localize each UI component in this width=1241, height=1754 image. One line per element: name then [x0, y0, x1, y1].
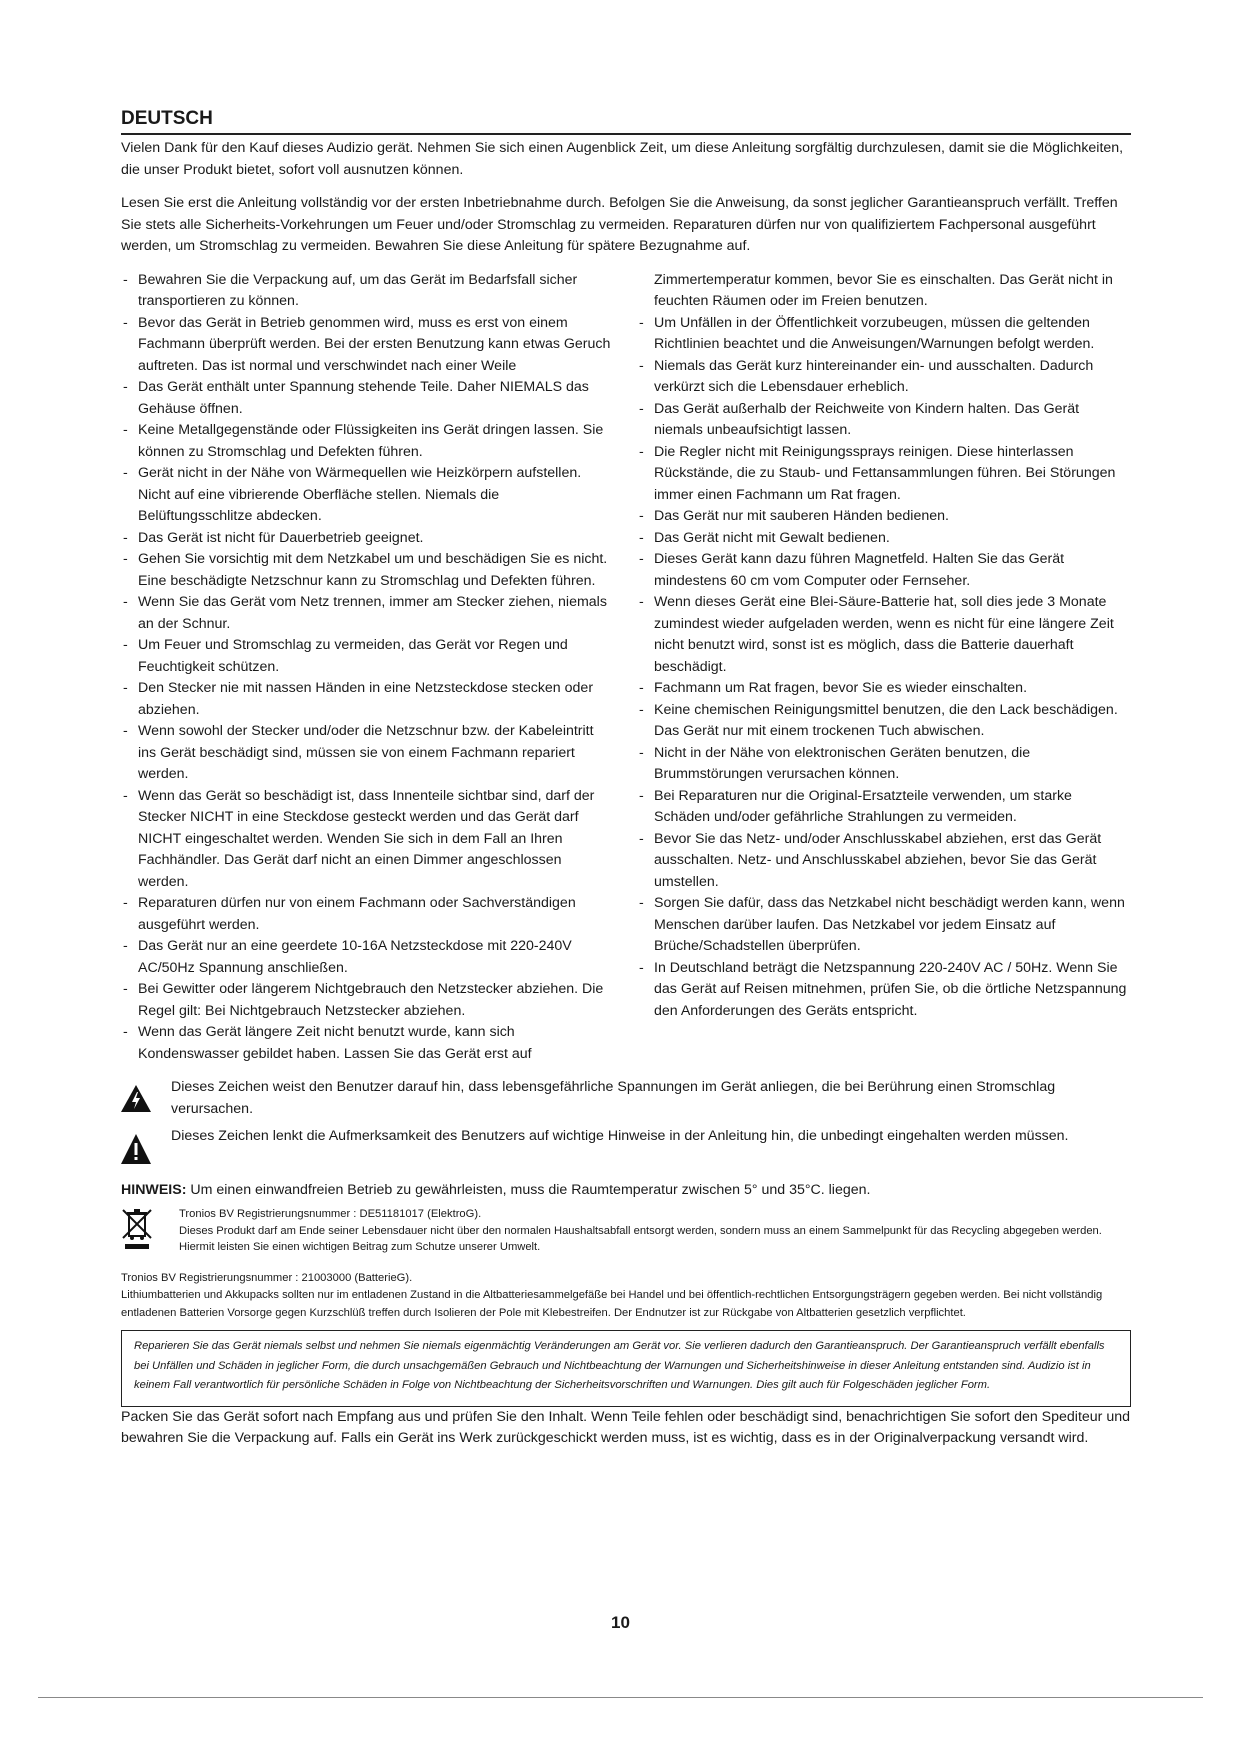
right-safety-list	[637, 270, 1131, 1023]
list-item: - Fachmann um Rat fragen, bevor Sie es wieder einschalten.	[637, 678, 1131, 700]
list-item: - Die Regler nicht mit Reinigungssprays reinigen. Diese hinterlassen Rückstände, die zu Staub- und Fettansammlungen führen. Bei Störungen immer einen Fachmann um Rat fragen.	[637, 442, 1131, 507]
list-item: - Das Gerät außerhalb der Reichweite von Kindern halten. Das Gerät niemals unbeaufsichtigt lassen.	[637, 399, 1131, 442]
left-column	[121, 270, 615, 1066]
footer-divider	[38, 1697, 1203, 1698]
list-item: - Bei Reparaturen nur die Original-Ersatzteile verwenden, um starke Schäden und/oder gefährliche Strahlungen zu vermeiden.	[637, 786, 1131, 829]
page-number: 10	[611, 1613, 630, 1632]
list-item: - Nicht in der Nähe von elektronischen Geräten benutzen, die Brummstörungen verursachen können.	[637, 743, 1131, 786]
manual-page	[121, 108, 1131, 1464]
instructions-paragraph: Lesen Sie erst die Anleitung vollständig vor der ersten Inbetriebnahme durch. Befolgen Sie die Anweisung, da sonst jeglicher Garantieanspruch verfällt. Treffen Sie stets alle Sicherheits-Vorkehrungen um Feuer und/oder Stromschlag zu vermeiden. Reparaturen dürfen nur von qualifiziertem Fachpersonal ausgeführt werden, um Stromschlag zu vermeiden. Bewahren Sie diese Anleitung für spätere Bezugnahme auf.	[121, 195, 1118, 254]
list-item: - Das Gerät enthält unter Spannung stehende Teile. Daher NIEMALS das Gehäuse öffnen.	[121, 377, 615, 420]
list-item: - Wenn dieses Gerät eine Blei-Säure-Batterie hat, soll dies jede 3 Monate zumindest wieder aufgeladen werden, wenn es nicht für eine längere Zeit nicht benutzt wird, sonst ist es möglich, dass die Batterie dauerhaft beschädigt.	[637, 592, 1131, 678]
list-item: - Wenn das Gerät längere Zeit nicht benutzt wurde, kann sich Kondenswasser gebildet haben. Lassen Sie das Gerät erst auf	[121, 1022, 615, 1065]
voltage-warning	[121, 1077, 1131, 1120]
list-item: - Wenn sowohl der Stecker und/oder die Netzschnur bzw. der Kabeleintritt ins Gerät beschädigt sind, müssen sie von einem Fachmann repariert werden.	[121, 721, 615, 786]
list-item: - Das Gerät nur an eine geerdete 10-16A Netzsteckdose mit 220-240V AC/50Hz Spannung anschließen.	[121, 936, 615, 979]
battery-description: Lithiumbatterien und Akkupacks sollten nur im entladenen Zustand in die Altbatteriesammelgefäße bei Handel und bei öffentlich-rechtlichen Entsorgungsträgern gegeben werden. Bei nicht vollständig entladenen Batterien Vorsorge gegen Kurzschlüß treffen durch Isolieren der Pole mit Klebestreifen. Der Endnutzer ist zur Rückgabe von Altbatterien gesetzlich verpflichtet.	[121, 1289, 1103, 1319]
list-item: - Das Gerät ist nicht für Dauerbetrieb geeignet.	[121, 528, 615, 550]
list-item: - Bewahren Sie die Verpackung auf, um das Gerät im Bedarfsfall sicher transportieren zu können.	[121, 270, 615, 313]
weee-registration: Tronios BV Registrierungsnummer : DE51181017 (ElektroG).	[179, 1208, 482, 1220]
right-column	[637, 270, 1131, 1066]
list-item: - Gehen Sie vorsichtig mit dem Netzkabel um und beschädigen Sie es nicht. Eine beschädigte Netzschnur kann zu Stromschlag und Defekten führen.	[121, 549, 615, 592]
list-item: - Sorgen Sie dafür, dass das Netzkabel nicht beschädigt werden kann, wenn Menschen darüber laufen. Das Netzkabel vor jedem Einsatz auf Brüche/Schadstellen überprüfen.	[637, 893, 1131, 958]
exclamation-warning-icon	[121, 1126, 171, 1172]
list-item: - Den Stecker nie mit nassen Händen in eine Netzsteckdose stecken oder abziehen.	[121, 678, 615, 721]
battery-registration: Tronios BV Registrierungsnummer : 21003000 (BatterieG).	[121, 1271, 413, 1284]
left-safety-list	[121, 270, 615, 1066]
voltage-warning-text: Dieses Zeichen weist den Benutzer darauf hin, dass lebensgefährliche Spannungen im Gerät anliegen, die bei Berührung einen Stromschlag verursachen.	[171, 1079, 1056, 1117]
list-item-continuation: Zimmertemperatur kommen, bevor Sie es einschalten. Das Gerät nicht in feuchten Räumen oder im Freien benutzen.	[654, 271, 1113, 309]
crossed-bin-icon	[121, 1206, 179, 1256]
intro-paragraph: Vielen Dank für den Kauf dieses Audizio gerät. Nehmen Sie sich einen Augenblick Zeit, um diese Anleitung sorgfältig durchzulesen, damit sie die Möglichkeiten, die unser Produkt bietet, sofort voll ausnutzen können.	[121, 140, 1124, 178]
list-item: - Das Gerät nur mit sauberen Händen bedienen.	[637, 506, 1131, 528]
list-item: - Keine chemischen Reinigungsmittel benutzen, die den Lack beschädigen. Das Gerät nur mit einem trockenen Tuch abwischen.	[637, 700, 1131, 743]
weee-text-block	[179, 1206, 1131, 1256]
safety-columns	[121, 270, 1131, 1066]
weee-description: Dieses Produkt darf am Ende seiner Lebensdauer nicht über den normalen Haushaltsabfall entsorgt werden, sondern muss an einem Sammelpunkt für das Recycling abgegeben werden. Hiermit leisten Sie einen wichtigen Beitrag zum Schutze unserer Umwelt.	[179, 1224, 1102, 1253]
list-item: - Um Feuer und Stromschlag zu vermeiden, das Gerät vor Regen und Feuchtigkeit schützen.	[121, 635, 615, 678]
battery-notice	[121, 1270, 1131, 1323]
unpacking-paragraph: Packen Sie das Gerät sofort nach Empfang aus und prüfen Sie den Inhalt. Wenn Teile fehlen oder beschädigt sind, benachrichtigen Sie sofort den Spediteur und bewahren Sie die Verpackung auf. Falls ein Gerät ins Werk zurückgeschickt werden muss, ist es wichtig, dass es in der Originalverpackung versandt wird.	[121, 1408, 1131, 1446]
list-item: - Dieses Gerät kann dazu führen Magnetfeld. Halten Sie das Gerät mindestens 60 cm vom Computer oder Fernseher.	[637, 549, 1131, 592]
warranty-disclaimer-box	[121, 1330, 1131, 1407]
lightning-warning-icon	[121, 1077, 171, 1120]
list-item: - Niemals das Gerät kurz hintereinander ein- und ausschalten. Dadurch verkürzt sich die Lebensdauer erheblich.	[637, 356, 1131, 399]
attention-warning-text: Dieses Zeichen lenkt die Aufmerksamkeit des Benutzers auf wichtige Hinweise in der Anleitung hin, die unbedingt eingehalten werden müssen.	[171, 1128, 1069, 1144]
note-text: Um einen einwandfreien Betrieb zu gewährleisten, muss die Raumtemperatur zwischen 5° und 35°C. liegen.	[186, 1181, 871, 1198]
warranty-disclaimer-text: Reparieren Sie das Gerät niemals selbst und nehmen Sie niemals eigenmächtig Veränderungen am Gerät vor. Sie verlieren dadurch den Garantieanspruch. Der Garantieanspruch verfällt ebenfalls bei Unfällen und Schäden in jeglicher Form, die durch unsachgemäßen Gebrauch und Nichtbeachtung der Warnungen und Sicherheitshinweise in dieser Anleitung entstanden sind. Audizio ist in keinem Fall verantwortlich für persönliche Schäden in Folge von Nichtbeachtung der Sicherheitsvorschriften und Warnungen. Dies gilt auch für Folgeschäden jeglicher Form.	[134, 1340, 1105, 1391]
list-item: - Wenn Sie das Gerät vom Netz trennen, immer am Stecker ziehen, niemals an der Schnur.	[121, 592, 615, 635]
list-item: - Reparaturen dürfen nur von einem Fachmann oder Sachverständigen ausgeführt werden.	[121, 893, 615, 936]
list-item: - In Deutschland beträgt die Netzspannung 220-240V AC / 50Hz. Wenn Sie das Gerät auf Reisen mitnehmen, prüfen Sie, ob die örtliche Netzspannung den Anforderungen des Geräts entspricht.	[637, 958, 1131, 1023]
list-item: - Bei Gewitter oder längerem Nichtgebrauch den Netzstecker abziehen. Die Regel gilt: Bei Nichtgebrauch Netzstecker abziehen.	[121, 979, 615, 1022]
attention-warning	[121, 1126, 1131, 1172]
list-item: - Bevor Sie das Netz- und/oder Anschlusskabel abziehen, erst das Gerät ausschalten. Netz- und Anschlusskabel abziehen, bevor Sie das Gerät umstellen.	[637, 829, 1131, 894]
list-item: - Um Unfällen in der Öffentlichkeit vorzubeugen, müssen die geltenden Richtlinien beachtet und die Anweisungen/Warnungen befolgt werden.	[637, 313, 1131, 356]
section-title: DEUTSCH	[121, 108, 1131, 135]
list-item: - Keine Metallgegenstände oder Flüssigkeiten ins Gerät dringen lassen. Sie können zu Stromschlag und Defekten führen.	[121, 420, 615, 463]
list-item: - Das Gerät nicht mit Gewalt bedienen.	[637, 528, 1131, 550]
room-temperature-note	[121, 1180, 1131, 1202]
list-item: - Wenn das Gerät so beschädigt ist, dass Innenteile sichtbar sind, darf der Stecker NICHT in eine Steckdose gesteckt werden und das Gerät darf NICHT eingeschaltet werden. Wenden Sie sich in dem Fall an Ihren Fachhändler. Das Gerät darf nicht an einen Dimmer angeschlossen werden.	[121, 786, 615, 894]
list-item: - Gerät nicht in der Nähe von Wärmequellen wie Heizkörpern aufstellen. Nicht auf eine vibrierende Oberfläche stellen. Niemals die Belüftungsschlitze abdecken.	[121, 463, 615, 528]
weee-notice	[121, 1206, 1131, 1256]
note-label: HINWEIS:	[121, 1181, 187, 1198]
list-item: - Bevor das Gerät in Betrieb genommen wird, muss es erst von einem Fachmann überprüft werden. Bei der ersten Benutzung kann etwas Geruch auftreten. Das ist normal und verschwindet nach einer Weile	[121, 313, 615, 378]
